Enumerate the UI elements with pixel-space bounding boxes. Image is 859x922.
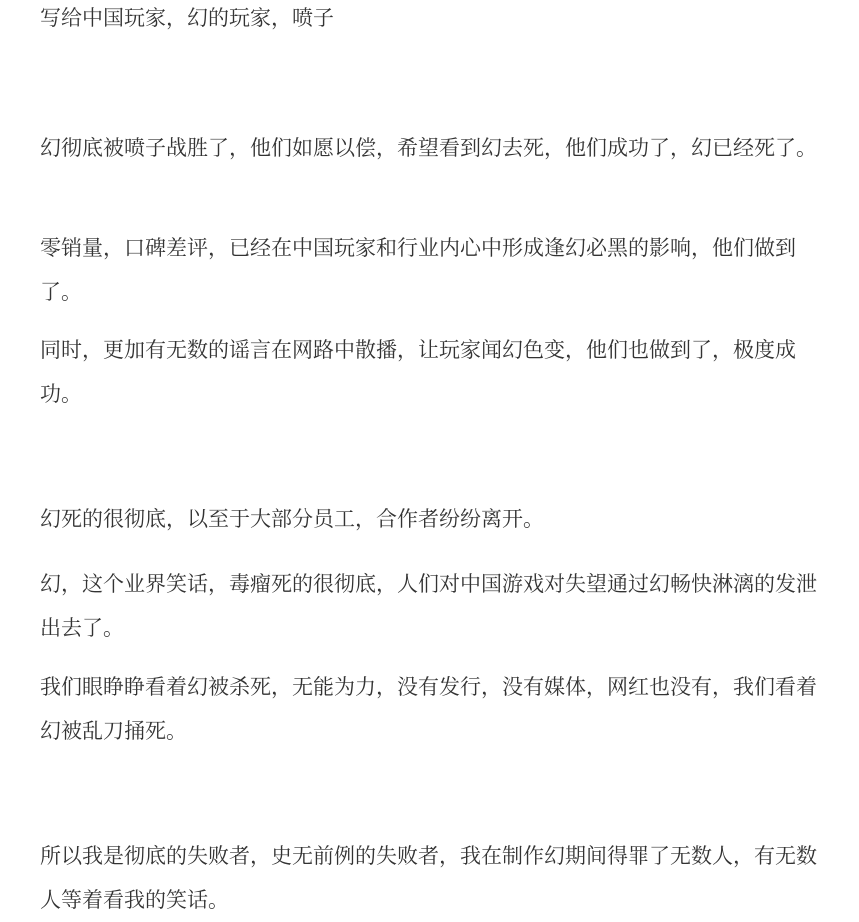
article-paragraph-7: 所以我是彻底的失败者，史无前例的失败者，我在制作幻期间得罪了无数人，有无数人等着看我的笑话。 (40, 844, 817, 912)
article-paragraph-4: 幻死的很彻底，以至于大部分员工，合作者纷纷离开。 (40, 507, 544, 531)
article-paragraph-3: 同时，更加有无数的谣言在网路中散播，让玩家闻幻色变，他们也做到了，极度成功。 (40, 338, 796, 406)
article-paragraph-6: 我们眼睁睁看着幻被杀死，无能为力，没有发行，没有媒体，网红也没有，我们看着幻被乱刀捅死。 (40, 675, 817, 743)
article-title: 写给中国玩家，幻的玩家，喷子 (40, 6, 334, 30)
article-paragraph-2: 零销量，口碑差评，已经在中国玩家和行业内心中形成逢幻必黑的影响，他们做到了。 (40, 236, 796, 304)
article-paragraph-1: 幻彻底被喷子战胜了，他们如愿以偿，希望看到幻去死，他们成功了，幻已经死了。 (40, 136, 817, 160)
article-paragraph-5: 幻，这个业界笑话，毒瘤死的很彻底，人们对中国游戏对失望通过幻畅快淋漓的发泄出去了。 (40, 572, 817, 640)
